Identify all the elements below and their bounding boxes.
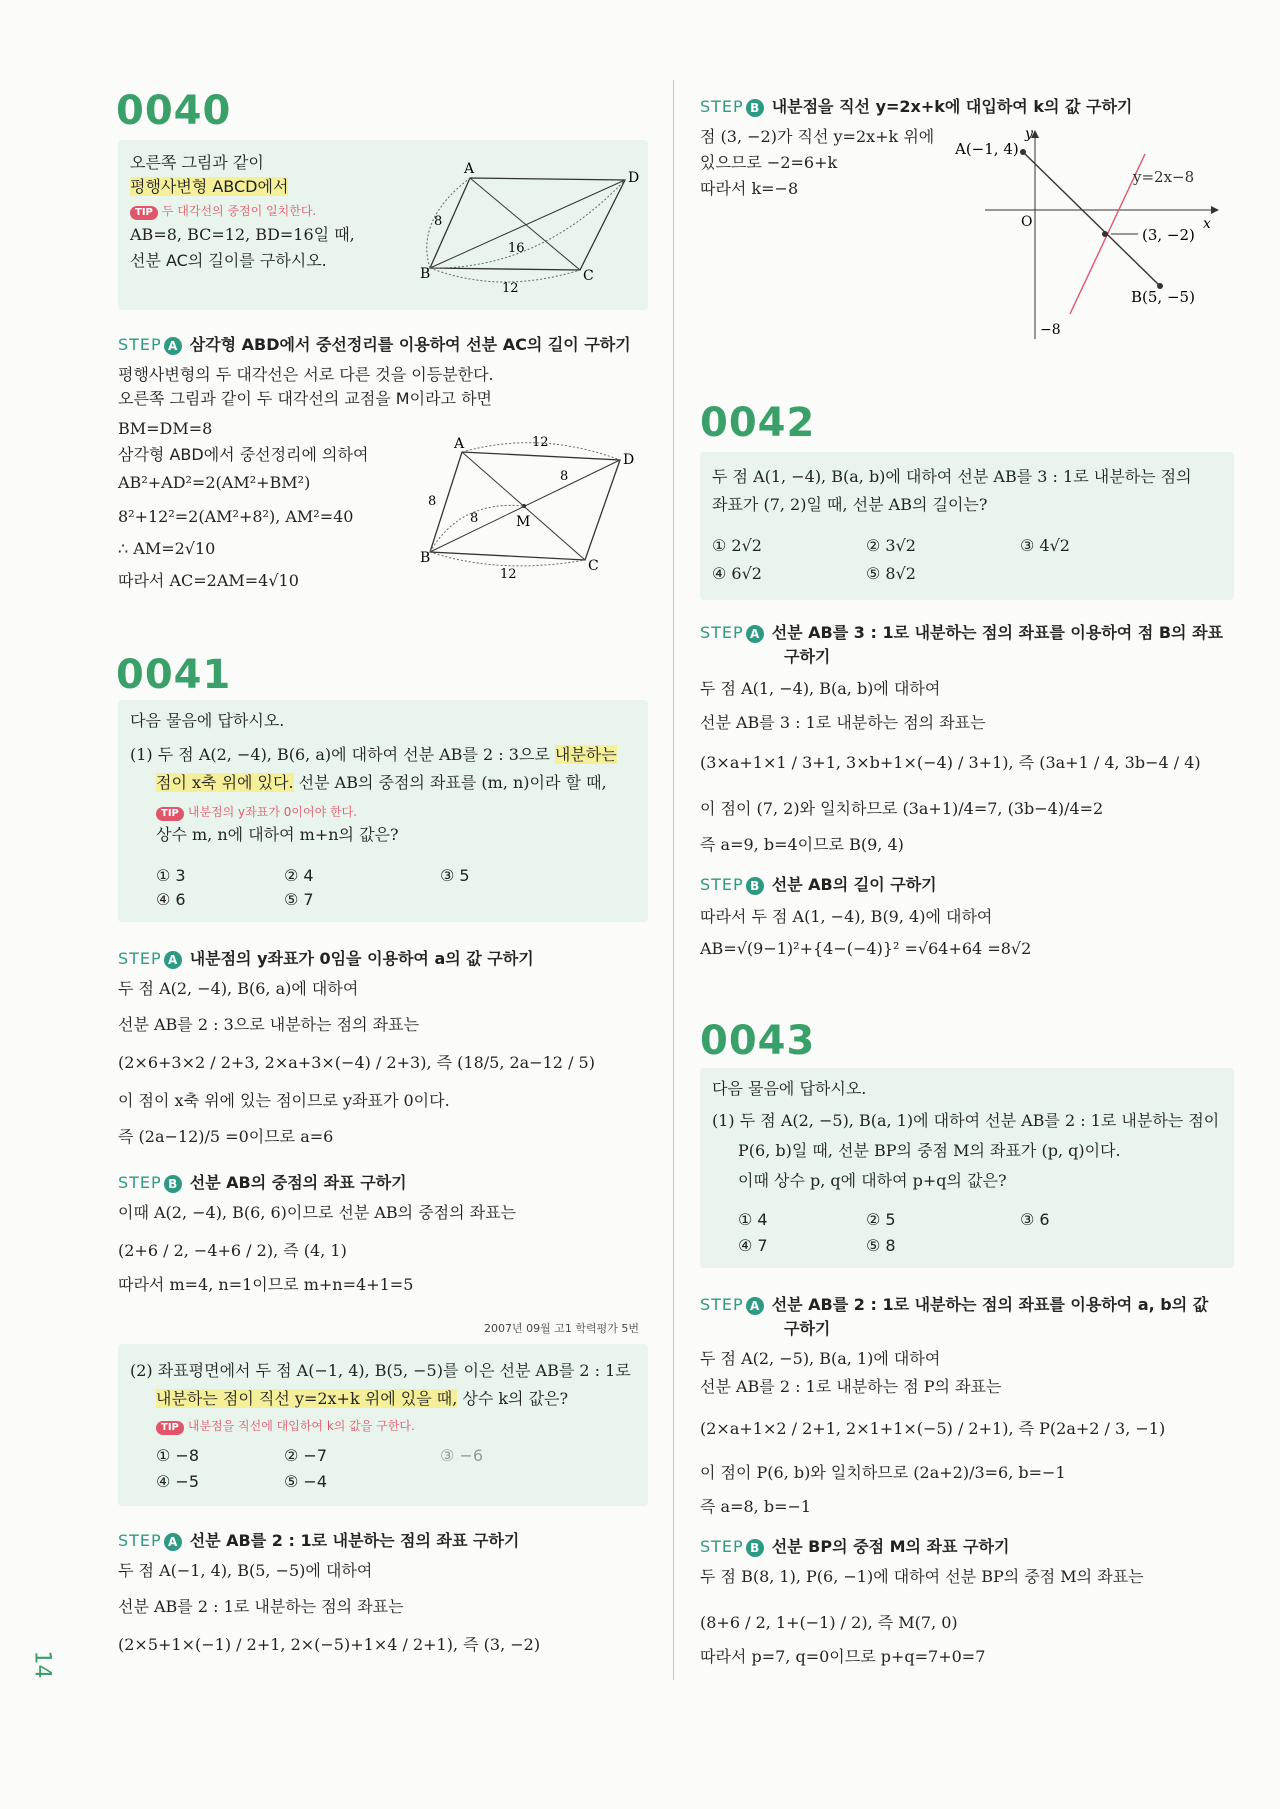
sol-line: 이 점이 x축 위에 있는 점이므로 y좌표가 0이다. (118, 1091, 450, 1110)
label-A: A(−1, 4) (955, 140, 1019, 158)
step-badge: A (746, 625, 764, 643)
step-badge: A (164, 337, 182, 355)
sol-line: 두 점 A(−1, 4), B(5, −5)에 대하여 (118, 1561, 373, 1580)
option-2[interactable]: ② −7 (284, 1446, 328, 1465)
problem-number-0040: 0040 (116, 88, 232, 134)
sol-line: 평행사변형의 두 대각선은 서로 다른 것을 이등분한다. (118, 365, 494, 384)
step-label: STEP (700, 1295, 744, 1314)
tip-text: 내분점을 직선에 대입하여 k의 값을 구한다. (187, 1419, 415, 1433)
sol-line: ∴ AM=2√10 (118, 539, 216, 558)
sol-line: 즉 a=9, b=4이므로 B(9, 4) (700, 835, 904, 854)
step-badge: B (164, 1175, 182, 1193)
step-title: 선분 AB의 중점의 좌표 구하기 (189, 1173, 407, 1192)
problem-number-0043: 0043 (700, 1018, 816, 1064)
step-label: STEP (700, 875, 744, 894)
sol-line: AB=√(9−1)²+{4−(−4)}² =√64+64 =8√2 (700, 939, 1032, 958)
option-5[interactable]: ⑤ 7 (284, 890, 314, 909)
label-C: C (583, 268, 594, 284)
coordinate-graph (955, 124, 1225, 344)
x-axis-arrow (1211, 206, 1219, 214)
step-title: 내분점의 y좌표가 0임을 이용하여 a의 값 구하기 (189, 949, 534, 968)
q-condition: AB=8, BC=12, BD=16일 때, (130, 225, 355, 244)
q-line-text: 평행사변형 ABCD에서 (130, 177, 289, 196)
q-line: 두 점 A(1, −4), B(a, b)에 대하여 선분 AB를 3 : 1로 내분하는 점의 (712, 467, 1192, 486)
label-M: M (516, 514, 531, 530)
step-heading (700, 1292, 1208, 1315)
step-heading (700, 872, 937, 895)
diagonal-ac (470, 178, 580, 270)
tip-badge: TIP (156, 807, 184, 821)
sol-line: 선분 AB를 2 : 1로 내분하는 점의 좌표는 (118, 1597, 404, 1616)
sol-line: 이 점이 (7, 2)와 일치하므로 (3a+1)/4=7, (3b−4)/4=2 (700, 799, 1104, 818)
step-heading-cont: 구하기 (784, 1319, 831, 1338)
source-note: 2007년 09월 고1 학력평가 5번 (484, 1322, 639, 1335)
sol-line: 따라서 k=−8 (700, 179, 799, 198)
step-heading (700, 94, 1132, 117)
label-origin: O (1021, 214, 1033, 230)
label-ad-length: 12 (532, 435, 549, 450)
page-number: 14 (29, 1650, 55, 1679)
q-highlight: 내분하는 점이 직선 y=2x+k 위에 있을 때, (156, 1389, 458, 1408)
problem-number-0042: 0042 (700, 400, 816, 446)
tip-badge: TIP (156, 1421, 184, 1435)
label-md-length: 8 (560, 469, 569, 484)
option-1[interactable]: ① 4 (738, 1210, 768, 1229)
sol-line: 따라서 p=7, q=0이므로 p+q=7+0=7 (700, 1647, 986, 1666)
step-heading (118, 946, 534, 969)
step-label: STEP (118, 335, 162, 354)
q-line: 이때 상수 p, q에 대하여 p+q의 값은? (738, 1171, 1007, 1190)
sol-line: 선분 AB를 2 : 1로 내분하는 점 P의 좌표는 (700, 1377, 1002, 1396)
option-1[interactable]: ① 3 (156, 866, 186, 885)
sol-line: 점 (3, −2)가 직선 y=2x+k 위에 (700, 127, 935, 146)
label-B: B (420, 550, 431, 566)
step-title: 선분 AB의 길이 구하기 (771, 875, 937, 894)
q-line (156, 772, 607, 794)
problem-number-0041: 0041 (116, 652, 232, 698)
step-title: 삼각형 ABD에서 중선정리를 이용하여 선분 AC의 길이 구하기 (189, 335, 631, 354)
step-badge: B (746, 1539, 764, 1557)
point-A (1020, 149, 1026, 155)
q-line: (2) 좌표평면에서 두 점 A(−1, 4), B(5, −5)를 이은 선분 AB를 2 : 1로 (130, 1361, 631, 1380)
sol-line: 이때 A(2, −4), B(6, 6)이므로 선분 AB의 중점의 좌표는 (118, 1203, 517, 1222)
label-y-intercept: −8 (1040, 322, 1061, 338)
q-highlight: 점이 x축 위에 있다. (156, 773, 294, 792)
sol-line: 선분 AB를 3 : 1로 내분하는 점의 좌표는 (700, 713, 986, 732)
option-3[interactable]: ③ 6 (1020, 1210, 1050, 1229)
label-ab-length: 8 (434, 214, 443, 229)
sol-line: 두 점 A(2, −4), B(6, a)에 대하여 (118, 979, 359, 998)
label-ab-length: 8 (428, 494, 437, 509)
step-heading (118, 1170, 407, 1193)
option-1[interactable]: ① −8 (156, 1446, 200, 1465)
sol-line: (2+6 / 2, −4+6 / 2), 즉 (4, 1) (118, 1241, 347, 1260)
step-label: STEP (118, 1531, 162, 1550)
q-text: (1) 두 점 A(2, −4), B(6, a)에 대하여 선분 AB를 2 : 3으로 (130, 745, 555, 764)
sol-line: 즉 (2a−12)/5 =0이므로 a=6 (118, 1127, 334, 1146)
point-P (1102, 231, 1108, 237)
sol-line: (2×a+1×2 / 2+1, 2×1+1×(−5) / 2+1), 즉 P(2a+2 / 3, −1) (700, 1419, 1166, 1438)
sol-line: 이 점이 P(6, b)와 일치하므로 (2a+2)/3=6, b=−1 (700, 1463, 1066, 1482)
step-label: STEP (118, 949, 162, 968)
sol-line: 있으므로 −2=6+k (700, 153, 838, 172)
q-line: (1) 두 점 A(2, −5), B(a, 1)에 대하여 선분 AB를 2 : 1로 내분하는 점이 (712, 1111, 1220, 1130)
step-label: STEP (700, 97, 744, 116)
diagonal-bd (430, 180, 625, 268)
tip-row (156, 1414, 415, 1437)
label-bc-length: 12 (500, 567, 517, 582)
step-label: STEP (700, 623, 744, 642)
label-A: A (454, 436, 465, 452)
tip-text: 내분점의 y좌표가 0이어야 한다. (187, 805, 357, 819)
q-line (130, 744, 617, 766)
step-title: 선분 AB를 2 : 1로 내분하는 점의 좌표를 이용하여 a, b의 값 (771, 1295, 1209, 1314)
step-badge: B (746, 877, 764, 895)
sol-line: BM=DM=8 (118, 419, 213, 438)
sol-line: 선분 AB를 2 : 3으로 내분하는 점의 좌표는 (118, 1015, 420, 1034)
tip-badge: TIP (130, 206, 158, 220)
sol-line: 따라서 AC=2AM=4√10 (118, 571, 299, 590)
label-A: A (464, 161, 475, 177)
step-label: STEP (700, 1537, 744, 1556)
step-badge: A (746, 1297, 764, 1315)
option-4[interactable]: ④ 6 (156, 890, 186, 909)
q-highlight: 내분하는 (554, 745, 617, 764)
q-intro: 다음 물음에 답하시오. (712, 1079, 867, 1098)
column-divider (673, 80, 674, 1680)
sol-line: 따라서 두 점 A(1, −4), B(9, 4)에 대하여 (700, 907, 993, 926)
step-heading-cont: 구하기 (784, 647, 831, 666)
q-ask: 상수 m, n에 대하여 m+n의 값은? (156, 825, 399, 844)
label-D: D (623, 452, 635, 468)
sol-line: 두 점 A(2, −5), B(a, 1)에 대하여 (700, 1349, 941, 1368)
step-badge: B (746, 99, 764, 117)
step-title: 선분 BP의 중점 M의 좌표 구하기 (771, 1537, 1010, 1556)
sol-line: 두 점 B(8, 1), P(6, −1)에 대하여 선분 BP의 중점 M의 좌표는 (700, 1567, 1144, 1586)
label-D: D (628, 170, 640, 186)
label-bd-length: 16 (508, 241, 525, 256)
sol-line: 오른쪽 그림과 같이 두 대각선의 교점을 M이라고 하면 (118, 389, 492, 408)
option-4[interactable]: ④ 7 (738, 1236, 768, 1255)
option-4[interactable]: ④ −5 (156, 1472, 200, 1491)
option-2[interactable]: ② 5 (866, 1210, 896, 1229)
option-4[interactable]: ④ 6√2 (712, 564, 762, 583)
sol-line: (2×6+3×2 / 2+3, 2×a+3×(−4) / 2+3), 즉 (18/5, 2a−12 / 5) (118, 1053, 595, 1072)
q-ask: 선분 AC의 길이를 구하시오. (130, 251, 327, 270)
label-bc-length: 12 (502, 281, 519, 296)
option-5[interactable]: ⑤ 8 (866, 1236, 896, 1255)
step-heading (700, 620, 1223, 643)
q-intro: 다음 물음에 답하시오. (130, 711, 285, 730)
q-line: 오른쪽 그림과 같이 (130, 153, 264, 172)
step-heading (118, 1528, 519, 1551)
sol-line: (2×5+1×(−1) / 2+1, 2×(−5)+1×4 / 2+1), 즉 (3, −2) (118, 1635, 541, 1654)
option-3[interactable]: ③ 5 (440, 866, 470, 885)
label-B: B(5, −5) (1131, 288, 1195, 306)
label-P: (3, −2) (1142, 226, 1195, 244)
sol-line: 따라서 m=4, n=1이므로 m+n=4+1=5 (118, 1275, 414, 1294)
option-2[interactable]: ② 4 (284, 866, 314, 885)
q-line (130, 176, 288, 198)
option-2[interactable]: ② 3√2 (866, 536, 916, 555)
step-badge: A (164, 951, 182, 969)
sol-line: 두 점 A(1, −4), B(a, b)에 대하여 (700, 679, 941, 698)
parallelogram-figure-midpoint (420, 430, 640, 580)
q-line: 좌표가 (7, 2)일 때, 선분 AB의 길이는? (712, 495, 988, 514)
q-text: 선분 AB의 중점의 좌표를 (m, n)이라 할 때, (293, 773, 607, 792)
option-3[interactable]: ③ 4√2 (1020, 536, 1070, 555)
sol-line: (8+6 / 2, 1+(−1) / 2), 즉 M(7, 0) (700, 1613, 958, 1632)
step-badge: A (164, 1533, 182, 1551)
sol-line: 8²+12²=2(AM²+8²), AM²=40 (118, 507, 354, 526)
sol-line: 즉 a=8, b=−1 (700, 1497, 812, 1516)
tip-text: 두 대각선의 중점이 일치한다. (161, 204, 317, 218)
step-title: 내분점을 직선 y=2x+k에 대입하여 k의 값 구하기 (771, 97, 1133, 116)
step-heading (118, 332, 631, 355)
sol-line: (3×a+1×1 / 3+1, 3×b+1×(−4) / 3+1), 즉 (3a+1 / 4, 3b−4 / 4) (700, 753, 1201, 772)
step-title: 선분 AB를 2 : 1로 내분하는 점의 좌표 구하기 (189, 1531, 520, 1550)
step-label: STEP (118, 1173, 162, 1192)
q-line (156, 1388, 568, 1410)
label-C: C (588, 558, 599, 574)
option-5[interactable]: ⑤ 8√2 (866, 564, 916, 583)
option-3[interactable]: ③ −6 (440, 1446, 484, 1465)
step-heading (700, 1534, 1009, 1557)
option-1[interactable]: ① 2√2 (712, 536, 762, 555)
parallelogram-figure (420, 160, 640, 300)
step-title: 선분 AB를 3 : 1로 내분하는 점의 좌표를 이용하여 점 B의 좌표 (771, 623, 1223, 642)
tip-row (156, 800, 357, 823)
option-5[interactable]: ⑤ −4 (284, 1472, 328, 1491)
label-line: y=2x−8 (1133, 168, 1195, 186)
label-B: B (420, 266, 431, 282)
sol-line: 삼각형 ABD에서 중선정리에 의하여 (118, 445, 369, 464)
sol-line: AB²+AD²=2(AM²+BM²) (118, 473, 311, 492)
tip-row (130, 199, 316, 222)
label-bm-length: 8 (470, 511, 479, 526)
label-x: x (1203, 216, 1211, 232)
q-line: P(6, b)일 때, 선분 BP의 중점 M의 좌표가 (p, q)이다. (738, 1141, 1121, 1160)
q-text: 상수 k의 값은? (457, 1389, 569, 1408)
label-y: y (1025, 126, 1033, 142)
